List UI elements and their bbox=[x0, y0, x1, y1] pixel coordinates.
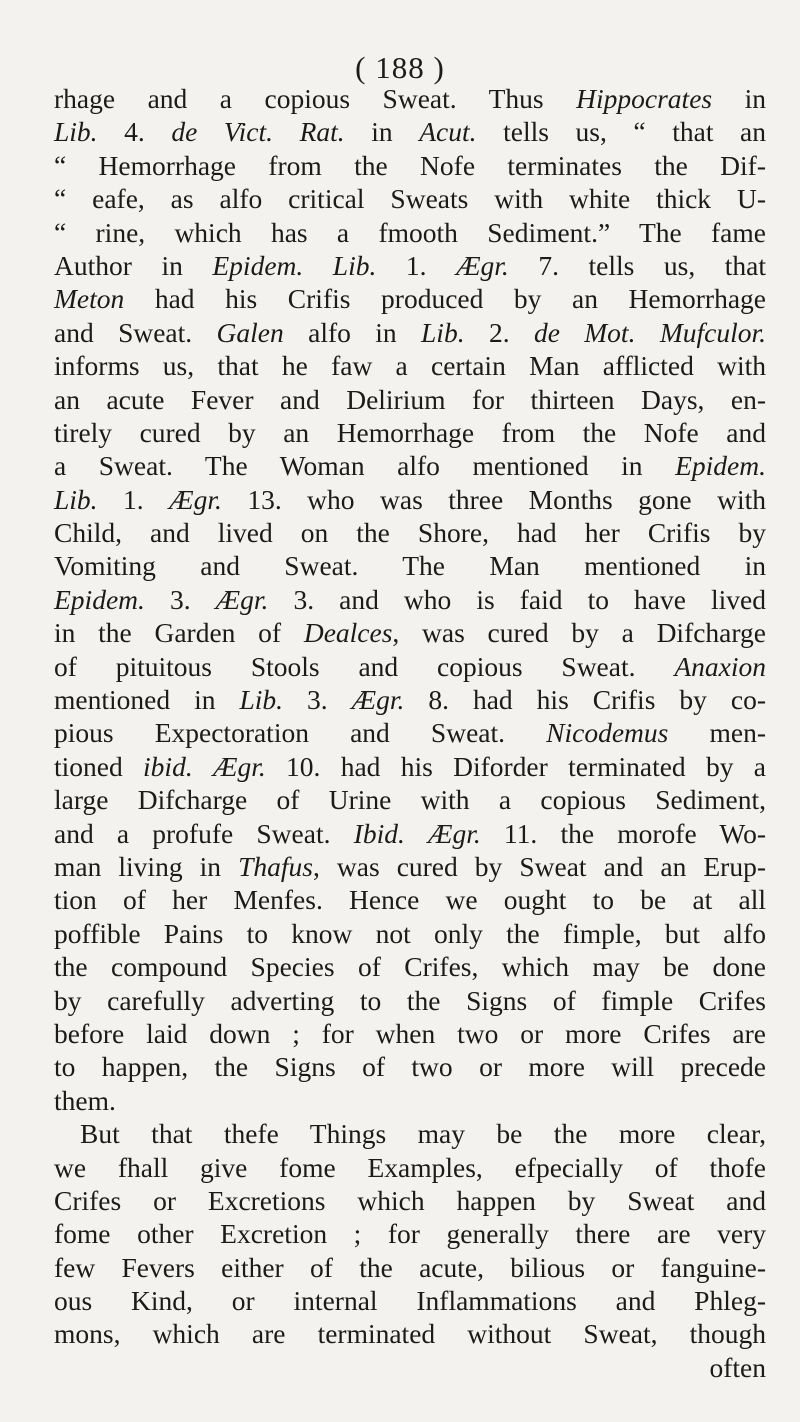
italic-reference: Epidem. bbox=[54, 583, 145, 615]
italic-reference: Ægr. bbox=[169, 483, 222, 515]
text-line: of pituitous Stools and copious Sweat. Anaxion bbox=[54, 650, 766, 682]
text-line: few Fevers either of the acute, bilious or fanguine- bbox=[54, 1251, 766, 1283]
text-line: poffible Pains to know not only the fimple, but alfo bbox=[54, 917, 766, 949]
text-line: we fhall give fome Examples, efpecially of thofe bbox=[54, 1151, 766, 1183]
text-line: to happen, the Signs of two or more will precede bbox=[54, 1051, 766, 1083]
italic-reference: Ibid. Ægr. bbox=[353, 817, 481, 849]
italic-reference: Thafus bbox=[238, 850, 313, 882]
text-line: “ Hemorrhage from the Nofe terminates the Dif- bbox=[54, 149, 766, 181]
italic-reference: de Mot. Mufculor. bbox=[533, 316, 766, 348]
italic-reference: Lib. bbox=[54, 116, 98, 148]
text-line: fome other Excretion ; for generally there are very bbox=[54, 1218, 766, 1250]
text-line: Epidem. 3. Ægr. 3. and who is faid to have lived bbox=[54, 583, 767, 615]
italic-reference: Anaxion bbox=[674, 650, 766, 682]
italic-reference: Nicodemus bbox=[546, 717, 669, 749]
italic-reference: Lib. bbox=[239, 684, 284, 716]
italic-reference: Meton bbox=[54, 283, 125, 315]
text-line: man living in Thafus, was cured by Sweat and an Erup- bbox=[54, 850, 766, 882]
text-line: Meton had his Crifis produced by an Hemorrhage bbox=[54, 283, 766, 315]
text-line: Author in Epidem. Lib. 1. Ægr. 7. tells us, that bbox=[54, 249, 766, 281]
body-text bbox=[54, 82, 766, 1384]
italic-reference: Acut. bbox=[419, 116, 477, 148]
text-line: tioned ibid. Ægr. 10. had his Diforder terminated by a bbox=[54, 750, 766, 782]
text-line: Child, and lived on the Shore, had her Crifis by bbox=[54, 517, 766, 549]
italic-reference: Ægr. bbox=[456, 249, 509, 281]
text-line: large Difcharge of Urine with a copious Sediment, bbox=[54, 784, 766, 816]
italic-reference: Galen bbox=[216, 316, 284, 348]
text-line: by carefully adverting to the Signs of fimple Crifes bbox=[54, 984, 766, 1016]
text-line: a Sweat. The Woman alfo mentioned in Epidem. bbox=[54, 450, 766, 482]
text-line: and a profufe Sweat. Ibid. Ægr. 11. the morofe Wo- bbox=[54, 817, 767, 849]
text-line: pious Expectoration and Sweat. Nicodemus men- bbox=[54, 717, 766, 749]
text-line: tion of her Menfes. Hence we ought to be at all bbox=[54, 884, 766, 916]
italic-reference: Lib. bbox=[421, 316, 465, 348]
italic-reference: Epidem. Lib. bbox=[212, 249, 377, 281]
text-line: in the Garden of Dealces, was cured by a Difcharge bbox=[54, 617, 767, 649]
page-number: ( 188 ) bbox=[355, 50, 445, 85]
text-line: informs us, that he faw a certain Man afflicted with bbox=[54, 350, 766, 382]
text-line: an acute Fever and Delirium for thirteen Days, en- bbox=[54, 383, 766, 415]
italic-reference: Lib. bbox=[54, 483, 98, 515]
text-line: and Sweat. Galen alfo in Lib. 2. de Mot. Mufculor. bbox=[54, 316, 766, 348]
text-line: mons, which are terminated without Sweat, though bbox=[54, 1318, 766, 1350]
text-line: “ eafe, as alfo critical Sweats with white thick U- bbox=[54, 183, 766, 215]
text-line: mentioned in Lib. 3. Ægr. 8. had his Crifis by co- bbox=[54, 684, 766, 716]
italic-reference: Hippocrates bbox=[576, 83, 713, 114]
text-line: them. bbox=[54, 1084, 116, 1116]
italic-reference: ibid. Ægr. bbox=[143, 750, 266, 782]
italic-reference: de Vict. Rat. bbox=[171, 116, 345, 148]
text-line: ous Kind, or internal Inflammations and Phleg- bbox=[54, 1285, 766, 1317]
text-line: Lib. 1. Ægr. 13. who was three Months gone with bbox=[54, 483, 766, 515]
text-line: “ rine, which has a fmooth Sediment.” The fame bbox=[54, 216, 766, 248]
italic-reference: Epidem. bbox=[675, 450, 766, 482]
text-line: Vomiting and Sweat. The Man mentioned in bbox=[54, 550, 766, 582]
text-line: Lib. 4. de Vict. Rat. in Acut. tells us, “ that an bbox=[54, 116, 766, 148]
text-line: often bbox=[709, 1351, 766, 1383]
text-line: the compound Species of Crifes, which may be done bbox=[54, 951, 766, 983]
italic-reference: Ægr. bbox=[215, 583, 269, 615]
text-line: Crifes or Excretions which happen by Sweat and bbox=[54, 1184, 766, 1216]
text-line: tirely cured by an Hemorrhage from the Nofe and bbox=[54, 416, 766, 448]
text-line: rhage and a copious Sweat. Thus Hippocrates in bbox=[54, 83, 767, 114]
text-line: But that thefe Things may be the more clear, bbox=[80, 1118, 766, 1150]
text-line: before laid down ; for when two or more Crifes are bbox=[54, 1017, 766, 1049]
italic-reference: Dealces bbox=[303, 617, 393, 649]
italic-reference: Ægr. bbox=[351, 684, 405, 716]
